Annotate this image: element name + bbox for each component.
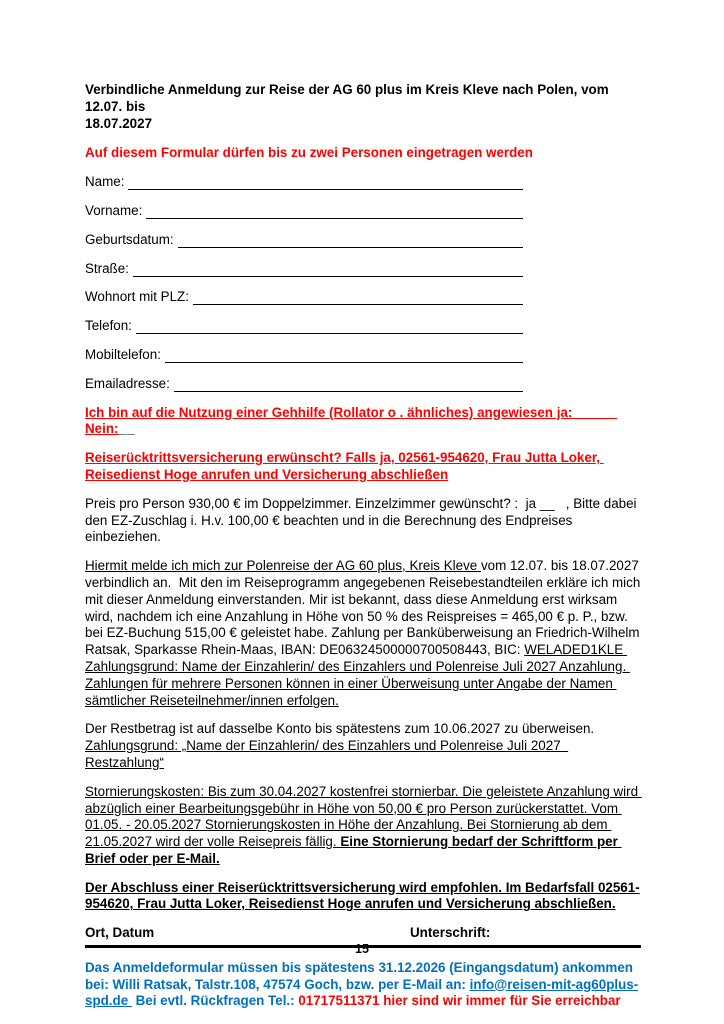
field-label-mobiltelefon: Mobiltelefon: — [85, 346, 161, 362]
document-title — [85, 82, 641, 132]
page-number: 15 — [355, 942, 369, 956]
personal-data-fields — [85, 174, 641, 392]
field-blank-line — [193, 289, 523, 305]
field-label-name: Name: — [85, 174, 125, 190]
field-label-emailadresse: Emailadresse: — [85, 375, 170, 391]
field-row-wohnort — [85, 289, 523, 306]
field-label-geburtsdatum: Geburtsdatum: — [85, 231, 174, 247]
field-label-telefon: Telefon: — [85, 318, 132, 334]
field-blank-line — [174, 376, 523, 392]
cancellation-written-form-bold: Eine Stornierung bedarf der Schriftform per Brief oder per E-Mail. — [85, 834, 622, 866]
balance-paragraph — [85, 721, 641, 771]
walking-aid-nein-blank: __ — [118, 421, 136, 437]
document-page — [85, 82, 644, 1022]
submission-deadline-text: Das Anmeldeformular müssen bis spätestens 31.12.2026 (Eingangsdatum) ankommen bei: Willi Ratsak, Talstr.108, 47574 Goch, bzw. per E-Mail an: — [85, 959, 637, 992]
title-line-1: Verbindliche Anmeldung zur Reise der AG 60 plus im Kreis Kleve nach Polen, vom 12.07. bis — [85, 82, 609, 114]
price-paragraph: Preis pro Person 930,00 € im Doppelzimmer. Einzelzimmer gewünscht? : ja __ , Bitte dabei den EZ-Zuschlag i. H.v. 100,00 € beachten und in die Berechnung des Endpreises einbeziehen. — [85, 495, 641, 545]
field-row-name — [85, 174, 523, 191]
field-blank-line — [178, 232, 523, 248]
place-date-label: Ort, Datum — [85, 925, 155, 941]
field-blank-line — [165, 347, 523, 363]
signature-row — [85, 925, 641, 942]
submission-phone-red: 01717511371 hier sind wir immer für Sie erreichbar — [298, 993, 621, 1009]
field-row-strasse — [85, 261, 523, 278]
field-row-vorname — [85, 203, 523, 220]
field-blank-line — [146, 203, 523, 219]
insurance-question: Reiserücktrittsversicherung erwünscht? Falls ja, 02561-954620, Frau Jutta Loker, Reisedienst Hoge anrufen und Versicherung abschließen — [85, 450, 604, 482]
field-label-vorname: Vorname: — [85, 202, 143, 218]
field-blank-line — [133, 261, 523, 277]
field-row-geburtsdatum — [85, 232, 523, 249]
signature-label: Unterschrift: — [410, 925, 491, 941]
submission-notice — [85, 960, 641, 1010]
field-row-telefon — [85, 318, 523, 335]
payment-reference-underlined: WELADED1KLE Zahlungsgrund: Name der Einzahlerin/ des Einzahlers und Polenreise Juli 2027 Anzahlung. Zahlungen für mehrere Personen können in einer Überweisung unter Angabe der Namen sämtlicher Reiseteilnehmer/innen erfolgen. — [85, 642, 630, 708]
email-link[interactable]: info@reisen-mit-ag60plus-spd.de — [85, 976, 639, 1009]
insurance-recommendation: Der Abschluss einer Reiserücktrittsversicherung wird empfohlen. Im Bedarfsfall 02561-954620, Frau Jutta Loker, Reisedienst Hoge anrufen und Versicherung abschließen. — [85, 879, 640, 912]
walking-aid-text: Ich bin auf die Nutzung einer Gehhilfe (Rollator o . ähnliches) angewiesen ja: Nein: — [85, 404, 617, 437]
field-label-strasse: Straße: — [85, 260, 129, 276]
field-label-wohnort: Wohnort mit PLZ: — [85, 289, 189, 305]
registration-body-text: vom 12.07. bis 18.07.2027 verbindlich an. Mit den im Reiseprogramm angegebenen Reisebestandteilen erkläre ich mich mit dieser Anmeldung einverstanden. Mir ist bekannt, dass diese Anmeldung erst wirksam wird, nachdem ich eine Anzahlung in Höhe von 50 % des Reispreises = 465,00 € p. P., bzw. bei EZ-Buchung 515,00 € geleistet habe. Zahlung per Banküberweisung an Friedrich-Wilhelm Ratsak, Sparkasse Rhein-Maas, IBAN: DE06324500000700508443, BIC: — [85, 558, 644, 658]
balance-text: Der Restbetrag ist auf dasselbe Konto bis spätestens zum 10.06.2027 zu überweisen. — [85, 721, 598, 737]
field-row-mobiltelefon — [85, 347, 523, 364]
submission-phone-intro: Bei evtl. Rückfragen Tel.: — [131, 993, 299, 1009]
cancellation-paragraph — [85, 784, 641, 868]
registration-intro-underlined: Hiermit melde ich mich zur Polenreise der AG 60 plus, Kreis Kleve — [85, 558, 481, 574]
cancellation-terms-underlined: Stornierungskosten: Bis zum 30.04.2027 kostenfrei stornierbar. Die geleistete Anzahlung wird abzüglich einer Bearbeitungsgebühr in Höhe von 50,00 € pro Person zurückerstattet. Vom 01.05. - 20.05.2027 Stornierungskosten in Höhe der Anzahlung. Bei Stornierung ab dem 21.05.2027 wird der volle Reisepreis fällig. — [85, 783, 642, 850]
field-blank-line — [136, 318, 523, 334]
registration-paragraph — [85, 558, 644, 709]
two-persons-notice: Auf diesem Formular dürfen bis zu zwei Personen eingetragen werden — [85, 145, 533, 161]
field-blank-line — [128, 174, 523, 190]
title-line-2: 18.07.2027 — [85, 115, 153, 131]
walking-aid-line — [85, 405, 641, 439]
field-row-emailadresse — [85, 376, 523, 393]
balance-payment-reference-underlined: Zahlungsgrund: „Name der Einzahlerin/ des Einzahlers und Polenreise Juli 2027 Restzahlung“ — [85, 738, 569, 770]
